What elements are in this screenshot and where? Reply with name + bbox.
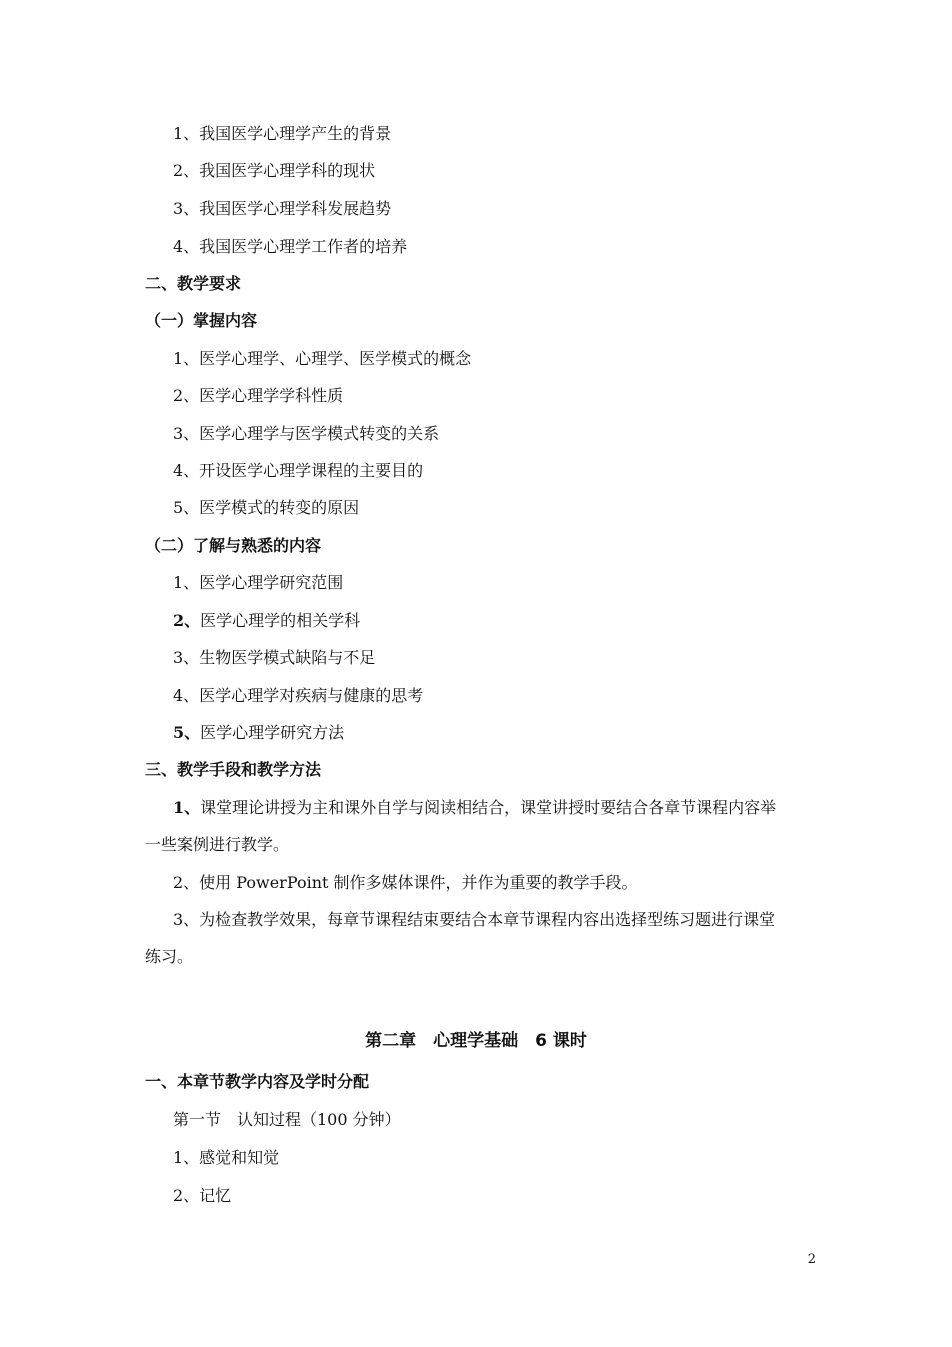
methods-paragraph-1 — [0, 797, 952, 819]
history-item-1: 1、我国医学心理学产生的背景 — [173, 124, 392, 143]
methods-paragraph-3: 3、为检查教学效果，每章节课程结束要结合本章节课程内容出选择型练习题进行课堂 — [173, 910, 776, 929]
chapter2-lesson: 第一节 认知过程（100 分钟） — [173, 1110, 401, 1129]
master-item-1: 1、医学心理学、心理学、医学模式的概念 — [173, 349, 472, 368]
requirements-heading: 二、教学要求 — [145, 274, 242, 293]
familiar-item-3-num: 3、 — [173, 648, 200, 667]
familiar-heading: （二）了解与熟悉的内容 — [145, 536, 322, 555]
methods-p1-line2: 一些案例进行教学。 — [145, 835, 290, 854]
methods-p1-line1: 课堂理论讲授为主和课外自学与阅读相结合，课堂讲授时要结合各章节课程内容举 — [200, 798, 777, 817]
page-number: 2 — [807, 1252, 816, 1267]
familiar-item-1-num: 1、 — [173, 573, 200, 592]
methods-p3-line2: 练习。 — [145, 947, 194, 966]
master-item-3: 3、医学心理学与医学模式转变的关系 — [173, 424, 440, 443]
history-item-3: 3、我国医学心理学科发展趋势 — [173, 199, 392, 218]
methods-p1-num: 1、 — [173, 798, 201, 817]
familiar-item-2-num: 2、 — [173, 611, 201, 630]
familiar-item-2-text: 医学心理学的相关学科 — [200, 611, 361, 630]
history-item-4: 4、我国医学心理学工作者的培养 — [173, 237, 408, 256]
master-item-5: 5、医学模式的转变的原因 — [173, 498, 360, 517]
familiar-item-5-text: 医学心理学研究方法 — [200, 723, 345, 742]
familiar-item-2 — [0, 610, 952, 632]
chapter2-section-heading: 一、本章节教学内容及学时分配 — [145, 1072, 370, 1091]
familiar-item-4-num: 4、 — [173, 686, 200, 705]
familiar-item-1 — [0, 572, 952, 594]
familiar-item-4 — [0, 685, 952, 707]
master-item-4: 4、开设医学心理学课程的主要目的 — [173, 461, 424, 480]
methods-paragraph-2: 2、使用 PowerPoint 制作多媒体课件，并作为重要的教学手段。 — [173, 873, 638, 892]
history-item-2: 2、我国医学心理学科的现状 — [173, 161, 376, 180]
familiar-item-4-text: 医学心理学对疾病与健康的思考 — [199, 686, 424, 705]
master-heading: （一）掌握内容 — [145, 311, 258, 330]
familiar-item-1-text: 医学心理学研究范围 — [199, 573, 344, 592]
chapter2-item-2: 2、记忆 — [173, 1186, 232, 1205]
chapter2-item-1: 1、感觉和知觉 — [173, 1148, 280, 1167]
familiar-item-3-text: 生物医学模式缺陷与不足 — [199, 648, 376, 667]
familiar-item-3 — [0, 647, 952, 669]
master-item-2: 2、医学心理学学科性质 — [173, 386, 344, 405]
methods-heading: 三、教学手段和教学方法 — [145, 760, 322, 779]
chapter-title: 第二章 心理学基础 6 课时 — [365, 1031, 587, 1051]
familiar-item-5-num: 5、 — [173, 723, 201, 742]
familiar-item-5 — [0, 722, 952, 744]
